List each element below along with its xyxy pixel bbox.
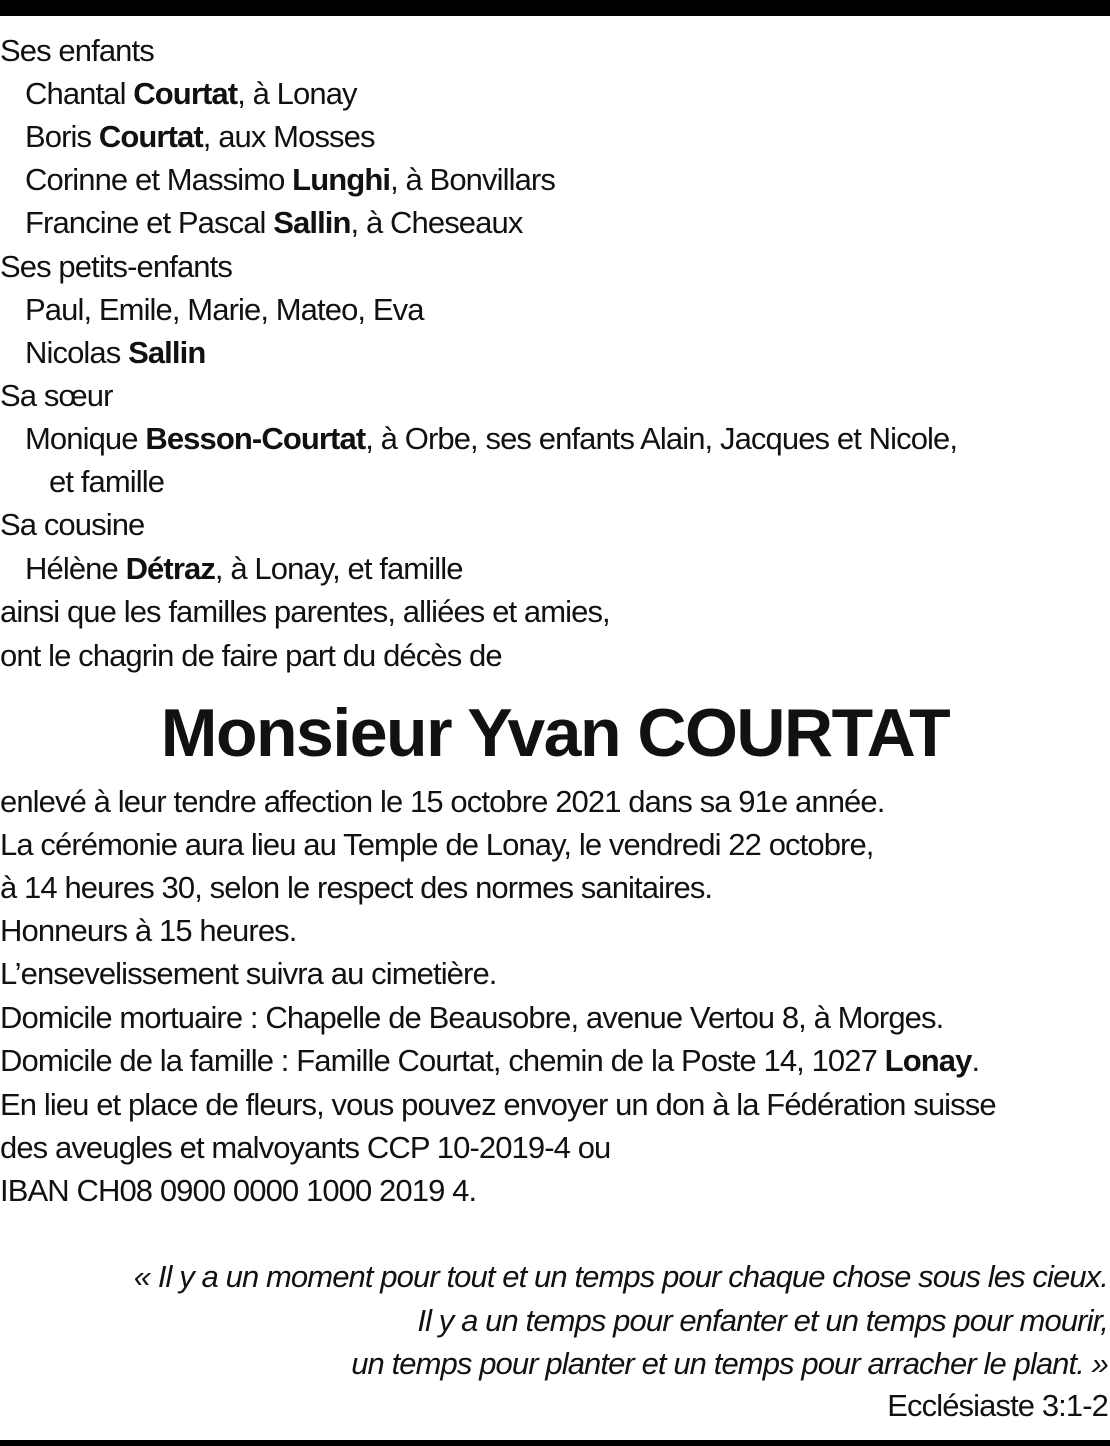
family-address-line xyxy=(0,1039,979,1082)
children-heading: Ses enfants xyxy=(0,33,154,68)
grandchild-entry xyxy=(25,331,205,374)
child-last-name: Sallin xyxy=(273,205,351,240)
cousin-entry xyxy=(25,547,463,590)
cousin-heading: Sa cousine xyxy=(0,507,145,542)
child-last-name: Courtat xyxy=(98,119,203,154)
detail-line: En lieu et place de fleurs, vous pouvez envoyer un don à la Fédération suisse xyxy=(0,1087,996,1122)
top-rule xyxy=(0,0,1110,16)
quote-line: Il y a un temps pour enfanter et un temps pour mourir, xyxy=(417,1303,1108,1338)
quote-line: « Il y a un moment pour tout et un temps pour chaque chose sous les cieux. xyxy=(133,1259,1108,1294)
sister-details: , à Orbe, ses enfants Alain, Jacques et Nicole, xyxy=(365,421,958,456)
family-address-text: Domicile de la famille : Famille Courtat, chemin de la Poste 14, 1027 xyxy=(0,1043,885,1078)
child-place: , à Lonay xyxy=(237,76,357,111)
grandchildren-heading: Ses petits-enfants xyxy=(0,249,232,284)
detail-line: des aveugles et malvoyants CCP 10-2019-4 ou xyxy=(0,1130,611,1165)
child-last-name: Courtat xyxy=(133,76,238,111)
sister-heading: Sa sœur xyxy=(0,378,113,413)
child-entry xyxy=(25,72,357,115)
sister-last-name: Besson-Courtat xyxy=(145,421,366,456)
child-last-name: Lunghi xyxy=(292,162,391,197)
child-entry xyxy=(25,158,555,201)
sister-entry xyxy=(25,417,957,460)
grandchildren-list: Paul, Emile, Marie, Mateo, Eva xyxy=(25,292,424,327)
child-first-name: Boris xyxy=(25,119,99,154)
relatives-line: ainsi que les familles parentes, alliées et amies, xyxy=(0,594,610,629)
child-place: , à Cheseaux xyxy=(350,205,523,240)
detail-line: IBAN CH08 0900 0000 1000 2019 4. xyxy=(0,1173,477,1208)
cousin-details: , à Lonay, et famille xyxy=(214,551,463,586)
child-entry xyxy=(25,115,375,158)
cousin-last-name: Détraz xyxy=(125,551,215,586)
detail-line: à 14 heures 30, selon le respect des normes sanitaires. xyxy=(0,870,713,905)
sister-continuation: et famille xyxy=(49,464,165,499)
family-address-end: . xyxy=(971,1043,980,1078)
grandchild-first-name: Nicolas xyxy=(25,335,129,370)
child-place: , aux Mosses xyxy=(202,119,375,154)
quote-line: un temps pour planter et un temps pour arracher le plant. » xyxy=(351,1346,1108,1381)
detail-line: Domicile mortuaire : Chapelle de Beausobre, avenue Vertou 8, à Morges. xyxy=(0,1000,944,1035)
child-first-name: Francine et Pascal xyxy=(25,205,274,240)
sister-first-name: Monique xyxy=(25,421,146,456)
family-address-town: Lonay xyxy=(884,1043,972,1078)
detail-line: La cérémonie aura lieu au Temple de Lonay, le vendredi 22 octobre, xyxy=(0,827,874,862)
cousin-first-name: Hélène xyxy=(25,551,126,586)
child-first-name: Chantal xyxy=(25,76,134,111)
quote-reference: Ecclésiaste 3:1-2 xyxy=(887,1388,1108,1423)
deceased-name: Monsieur Yvan COURTAT xyxy=(160,695,950,771)
announcement-line: ont le chagrin de faire part du décès de xyxy=(0,638,502,673)
child-entry xyxy=(25,201,522,244)
child-first-name: Corinne et Massimo xyxy=(25,162,293,197)
bottom-rule xyxy=(0,1440,1110,1446)
detail-line: Honneurs à 15 heures. xyxy=(0,913,297,948)
grandchild-last-name: Sallin xyxy=(128,335,206,370)
detail-line: enlevé à leur tendre affection le 15 octobre 2021 dans sa 91e année. xyxy=(0,784,885,819)
detail-line: L’ensevelissement suivra au cimetière. xyxy=(0,956,497,991)
child-place: , à Bonvillars xyxy=(390,162,555,197)
